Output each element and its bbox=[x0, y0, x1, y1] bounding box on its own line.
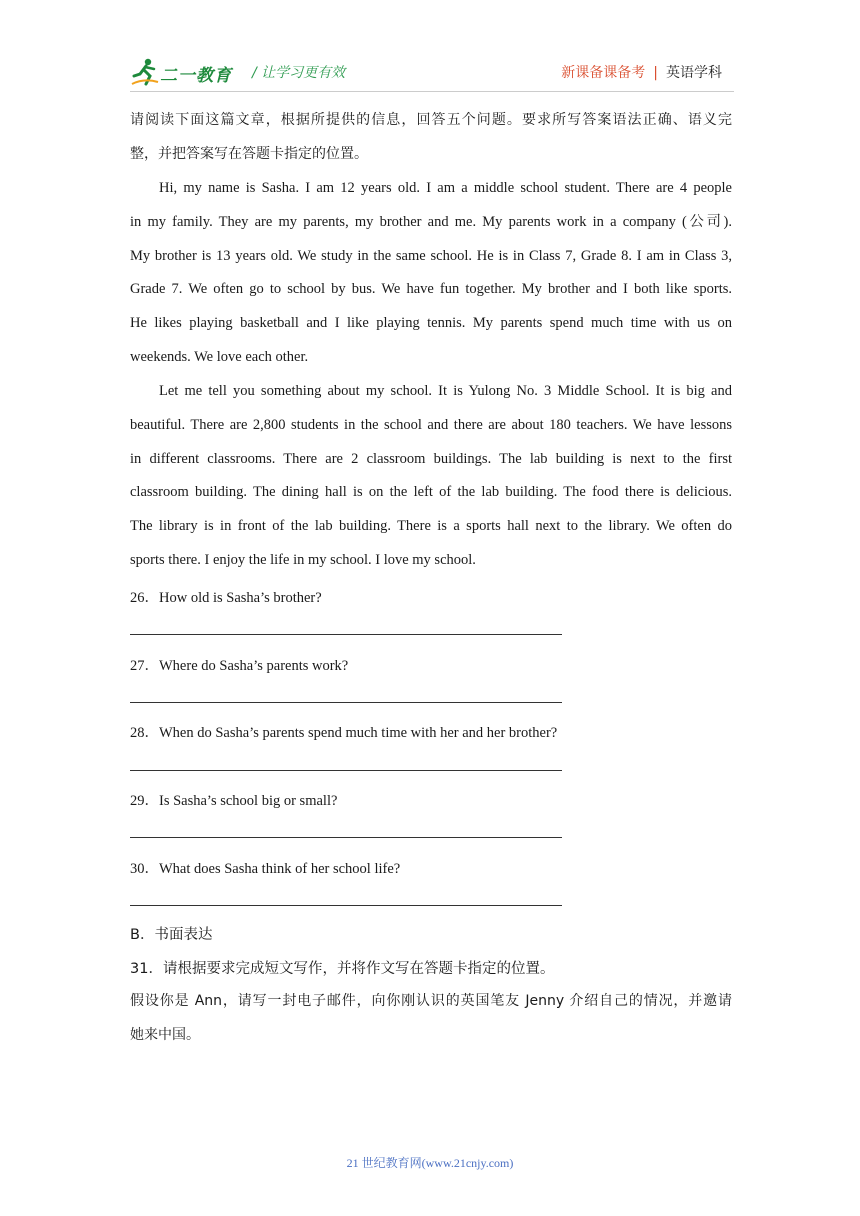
instructions-line: 请阅读下面这篇文章，根据所提供的信息，回答五个问题。要求所写答案语法正确、语义完 bbox=[130, 112, 732, 128]
question-30: 30．What does Sasha think of her school life? bbox=[130, 861, 401, 877]
header-course-label: 新课备课备考 bbox=[561, 65, 646, 81]
passage-line: sports there. I enjoy the life in my school. I love my school. bbox=[130, 551, 476, 568]
logo bbox=[130, 56, 242, 88]
header-separator: | bbox=[653, 65, 658, 81]
answer-line-30[interactable] bbox=[130, 905, 562, 906]
writing-section-title: B．书面表达 bbox=[130, 927, 213, 943]
question-28: 28．When do Sasha’s parents spend much time with her and her brother? bbox=[130, 725, 558, 741]
passage-line: beautiful. There are 2,800 students in the school and there are about 180 teachers. We have lessons bbox=[130, 416, 732, 433]
logo-text: 二一教育 bbox=[160, 66, 232, 86]
passage-paragraph-2 bbox=[130, 375, 732, 578]
header-right bbox=[561, 62, 722, 82]
passage-line: The library is in front of the lab building. There is a sports hall next to the library. We often do bbox=[130, 518, 732, 535]
passage-line: weekends. We love each other. bbox=[130, 348, 309, 365]
writing-prompt bbox=[130, 985, 732, 1053]
writing-task: 31．请根据要求完成短文写作，并将作文写在答题卡指定的位置。 bbox=[130, 961, 555, 977]
question-29: 29．Is Sasha’s school big or small? bbox=[130, 793, 338, 809]
instructions-line: 整，并把答案写在答题卡指定的位置。 bbox=[130, 145, 368, 162]
answer-line-29[interactable] bbox=[130, 837, 562, 838]
page-header bbox=[130, 52, 730, 92]
answer-line-26[interactable] bbox=[130, 634, 562, 635]
passage-line: classroom building. The dining hall is on the left of the lab building. The food there is delicious. bbox=[130, 484, 732, 501]
header-divider bbox=[130, 91, 734, 92]
answer-line-27[interactable] bbox=[130, 702, 562, 703]
page-footer: 21 世纪教育网(www.21cnjy.com) bbox=[346, 1156, 514, 1170]
passage-paragraph-1 bbox=[130, 172, 732, 375]
passage-line: Let me tell you something about my school. It is Yulong No. 3 Middle School. It is big and bbox=[159, 383, 732, 399]
passage-line: Grade 7. We often go to school by bus. We have fun together. My brother and I both like sports. bbox=[130, 281, 732, 298]
passage-line: My brother is 13 years old. We study in the same school. He is in Class 7, Grade 8. I am in Class 3, bbox=[130, 247, 732, 264]
writing-prompt-line: 假设你是 Ann，请写一封电子邮件，向你刚认识的英国笔友 Jenny 介绍自己的情况，并邀请 bbox=[130, 993, 732, 1009]
passage-line: He likes playing basketball and I like playing tennis. My parents spend much time with us on bbox=[130, 315, 732, 332]
question-26: 26．How old is Sasha’s brother? bbox=[130, 590, 322, 606]
instructions bbox=[130, 104, 732, 172]
answer-line-28[interactable] bbox=[130, 770, 562, 771]
question-27: 27．Where do Sasha’s parents work? bbox=[130, 658, 349, 674]
passage-line: in my family. They are my parents, my brother and me. My parents work in a company (公司). bbox=[130, 213, 732, 230]
slogan: / 让学习更有效 bbox=[252, 65, 346, 81]
passage-line: in different classrooms. There are 2 classroom buildings. The lab building is next to the first bbox=[130, 450, 732, 467]
runner-logo-icon bbox=[130, 56, 160, 88]
header-subject: 英语学科 bbox=[666, 65, 722, 81]
passage-line: Hi, my name is Sasha. I am 12 years old. I am a middle school student. There are 4 people bbox=[159, 180, 732, 196]
writing-prompt-line: 她来中国。 bbox=[130, 1026, 200, 1043]
